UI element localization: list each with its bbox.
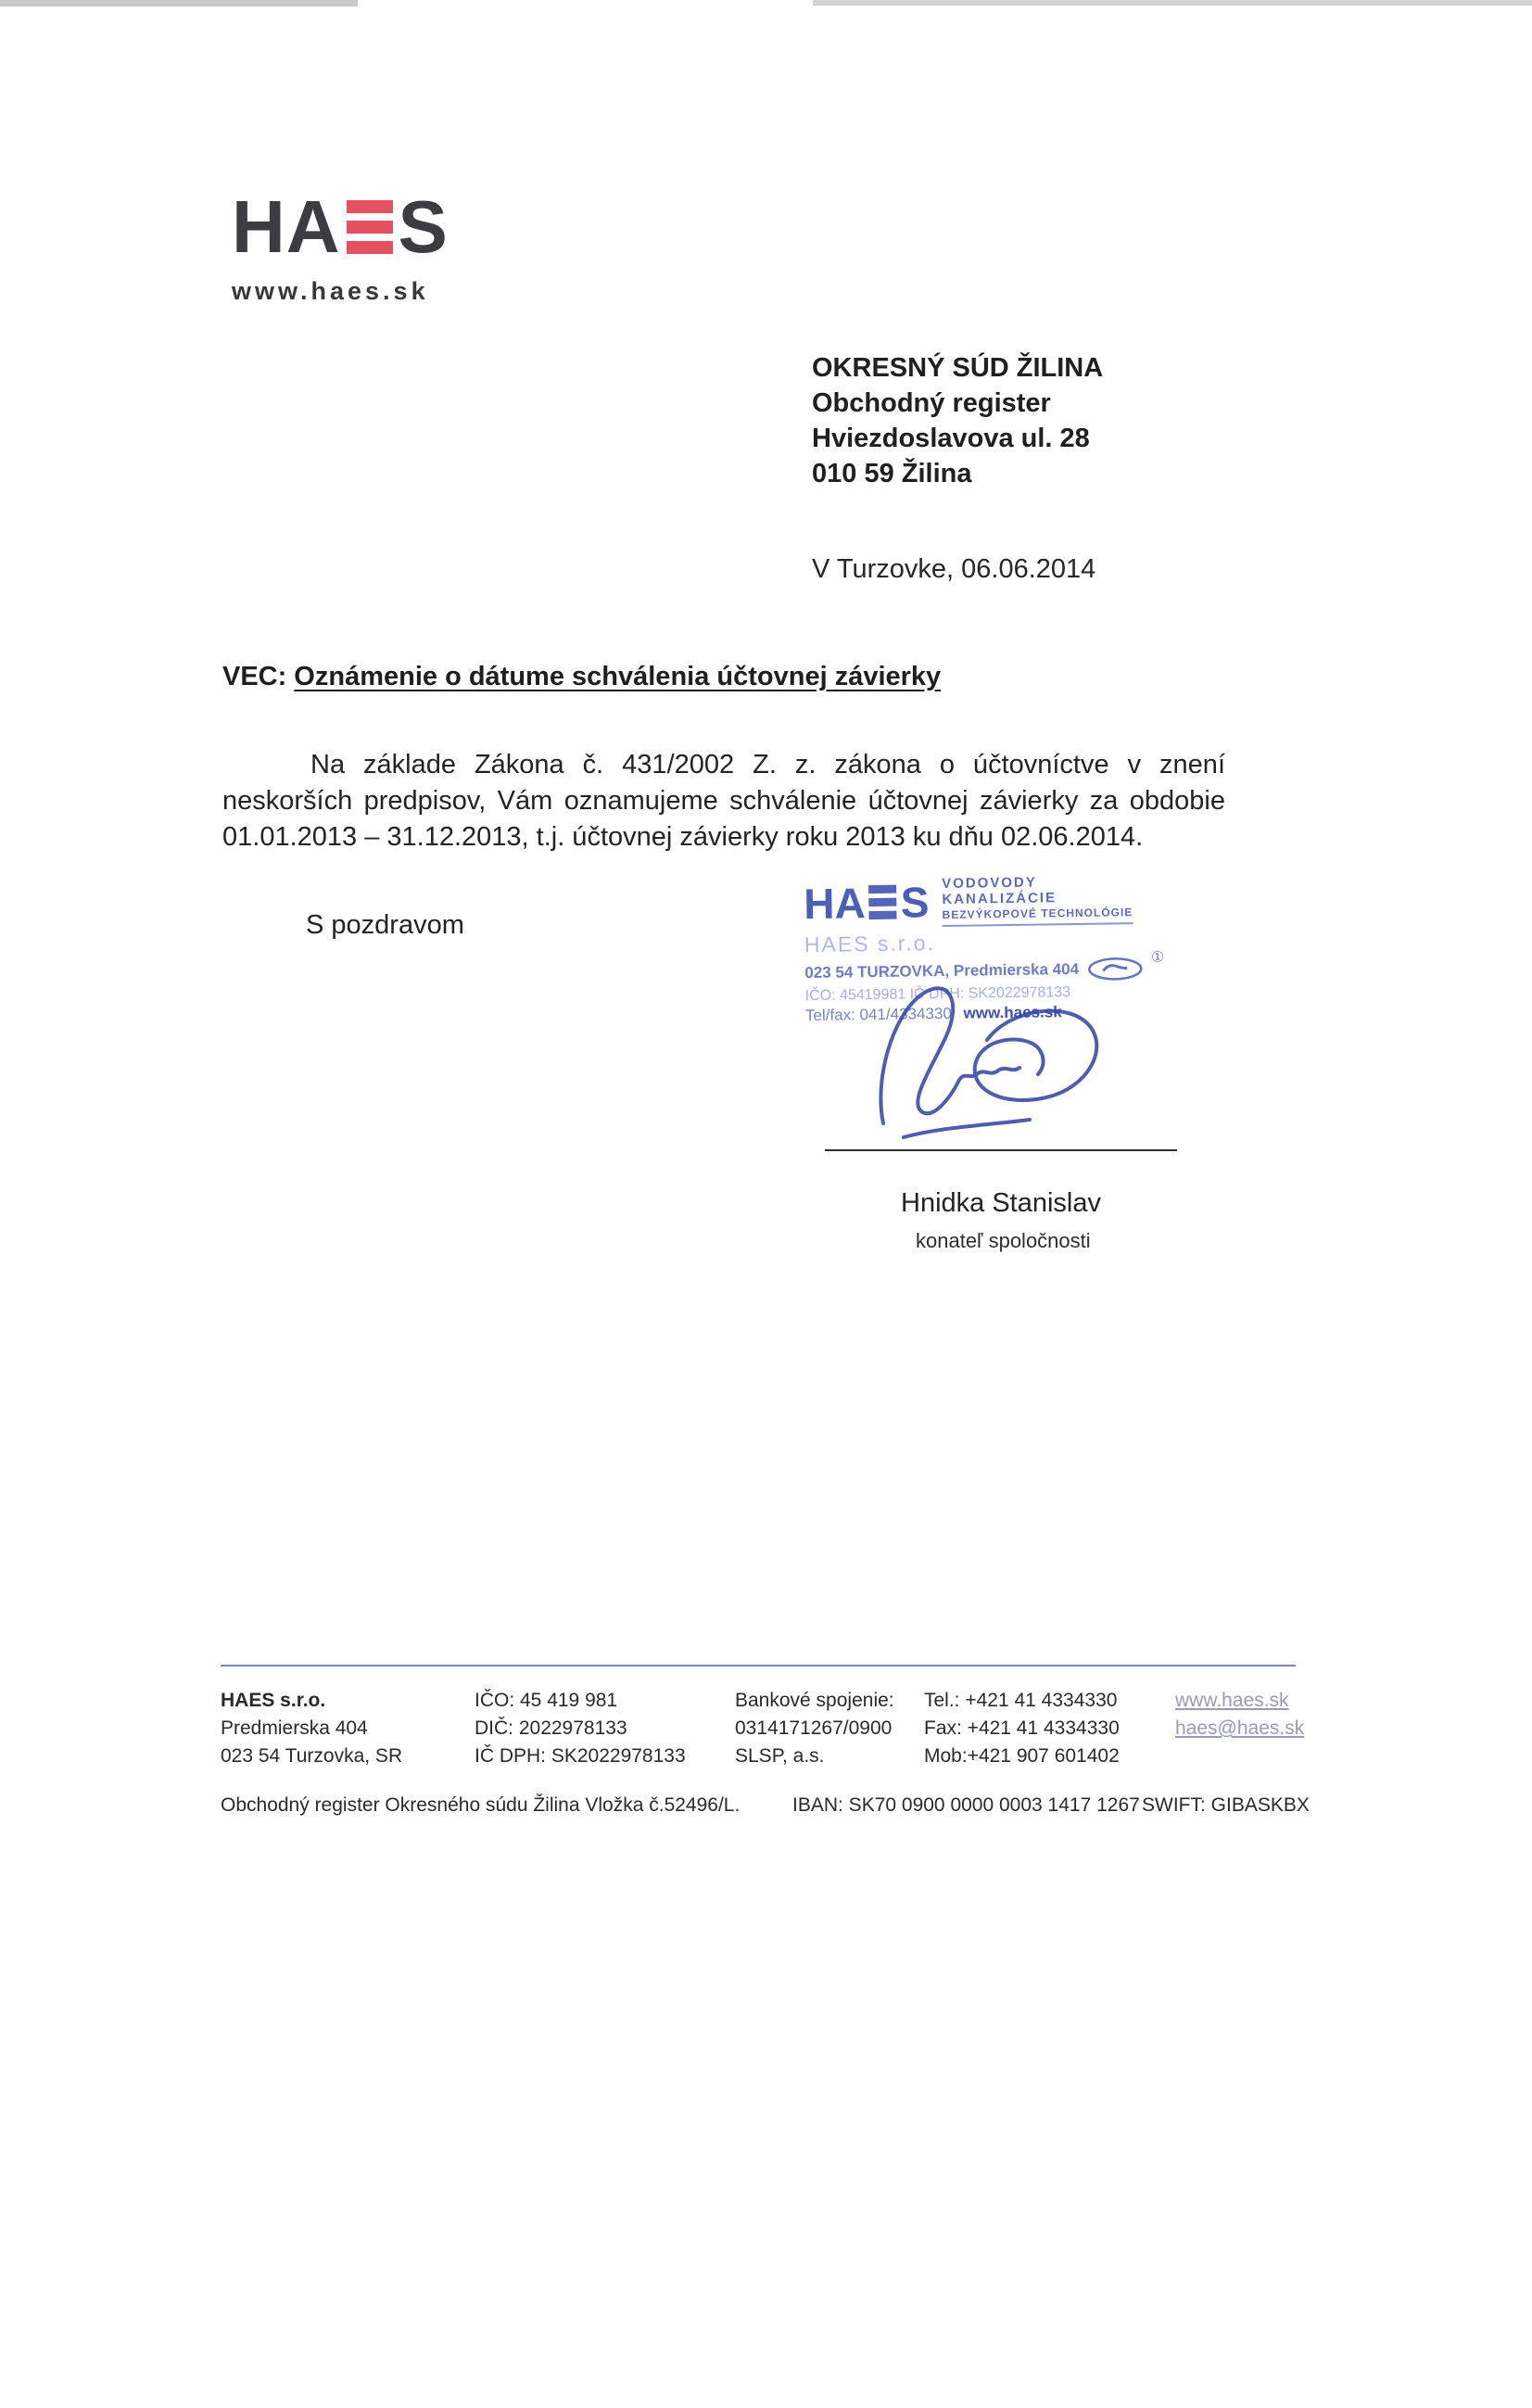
footer-mob: Mob:+421 907 601402 bbox=[924, 1745, 1120, 1767]
footer-bank-account: 0314171267/0900 bbox=[735, 1717, 893, 1739]
footer-fax: Fax: +421 41 4334330 bbox=[924, 1717, 1120, 1739]
place-date-line: V Turzovke, 06.06.2014 bbox=[812, 554, 1096, 584]
stamp-logo-bars-icon bbox=[868, 885, 897, 919]
footer-contact-column bbox=[924, 1687, 1120, 1770]
footer-company-street: Predmierska 404 bbox=[221, 1717, 368, 1739]
footer-icdph: IČ DPH: SK2022978133 bbox=[475, 1745, 686, 1767]
recipient-line-city: 010 59 Žilina bbox=[812, 459, 972, 488]
recipient-line-register: Obchodný register bbox=[812, 388, 1051, 418]
subject-line bbox=[222, 662, 941, 692]
stamp-header-row bbox=[804, 872, 1212, 929]
logo-website-text: www.haes.sk bbox=[232, 277, 429, 305]
logo-letters-ha: HA bbox=[232, 185, 341, 268]
stamp-service-line: BEZVÝKOPOVÉ TECHNOLÓGIE bbox=[943, 905, 1133, 927]
subject-label: VEC: bbox=[222, 662, 287, 691]
footer-dic: DIČ: 2022978133 bbox=[475, 1717, 627, 1739]
haes-logo-text bbox=[232, 185, 449, 268]
footer-bank-name: SLSP, a.s. bbox=[735, 1745, 825, 1767]
footer-links-column bbox=[1175, 1687, 1304, 1743]
stamp-id-numbers: IČO: 45419981 IČ DPH: SK2022978133 bbox=[804, 984, 1071, 1005]
recipient-line-street: Hviezdoslavova ul. 28 bbox=[812, 424, 1090, 453]
stamp-service-line: VODOVODY bbox=[942, 874, 1037, 892]
commercial-register-text: Obchodný register Okresného súdu Žilina Vložka č.52496/L. bbox=[221, 1794, 741, 1816]
stamp-phone: Tel/fax: 041/4334330 bbox=[804, 1004, 952, 1025]
swift-text: SWIFT: GIBASKBX bbox=[1142, 1794, 1310, 1816]
stamp-company-name: HAES s.r.o. bbox=[804, 931, 935, 957]
footer-company-city: 023 54 Turzovka, SR bbox=[221, 1745, 403, 1767]
website-link[interactable]: www.haes.sk bbox=[1175, 1690, 1289, 1711]
scan-artifact bbox=[813, 0, 1532, 6]
footer-ico: IČO: 45 419 981 bbox=[475, 1690, 618, 1711]
signatory-title: konateľ spoločnosti bbox=[916, 1229, 1091, 1252]
stamp-logo-letters-ha: HA bbox=[803, 878, 867, 928]
body-paragraph: Na základe Zákona č. 431/2002 Z. z. zákona o účtovníctve v znení neskorších predpisov, Vám oznamujeme schválenie účtovnej závierky za obdobie 01.01.2013 – 31.12.2013, t.j. účtovnej závierky roku 2013 ku dňu 02.06.2014. bbox=[222, 750, 1225, 852]
stamp-haes-logo bbox=[803, 877, 930, 928]
email-link[interactable]: haes@haes.sk bbox=[1175, 1717, 1305, 1739]
subject-title: Oznámenie o dátume schválenia účtovnej závierky bbox=[294, 662, 942, 691]
footer-ids-column bbox=[475, 1687, 686, 1770]
closing-phrase: S pozdravom bbox=[306, 910, 464, 940]
stamp-website: www.haes.sk bbox=[963, 1003, 1062, 1022]
logo-letter-s: S bbox=[398, 185, 449, 268]
signature-line bbox=[825, 1149, 1177, 1151]
footer-company-column bbox=[221, 1687, 402, 1770]
footer-divider bbox=[221, 1665, 1296, 1667]
handwritten-signature-icon bbox=[848, 929, 1135, 1160]
stamp-service-line: KANALIZÁCIE bbox=[942, 890, 1057, 907]
footer-tel: Tel.: +421 41 4334330 bbox=[924, 1690, 1118, 1711]
stamp-logo-letter-s: S bbox=[900, 877, 930, 927]
iban-text: IBAN: SK70 0900 0000 0003 1417 1267 bbox=[792, 1794, 1140, 1816]
footer-bank-column bbox=[735, 1687, 894, 1770]
stamp-services bbox=[942, 873, 1133, 927]
recipient-address bbox=[812, 350, 1103, 491]
footer-company-name: HAES s.r.o. bbox=[221, 1690, 326, 1711]
logo-bars-icon bbox=[347, 200, 393, 254]
recipient-line-court: OKRESNÝ SÚD ŽILINA bbox=[812, 353, 1104, 383]
footer-bank-label: Bankové spojenie: bbox=[735, 1690, 894, 1711]
signatory-name: Hnidka Stanislav bbox=[901, 1188, 1101, 1218]
scan-artifact bbox=[0, 0, 358, 6]
stamp-registration-mark: ① bbox=[1150, 949, 1165, 966]
stamp-address-text: 023 54 TURZOVKA, Predmierska 404 bbox=[804, 959, 1080, 982]
haes-logo bbox=[232, 185, 449, 306]
